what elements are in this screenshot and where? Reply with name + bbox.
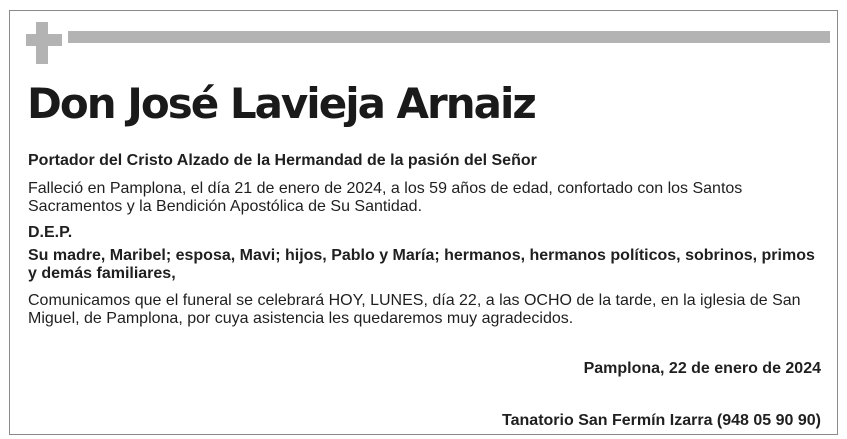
header-divider	[68, 31, 830, 43]
funeral-details: Comunicamos que el funeral se celebrará HOY, LUNES, día 22, a las OCHO de la tarde, en la iglesia de San Miguel, de Pamplona, por cuya asistencia les quedaremos muy agradecidos.	[28, 292, 801, 327]
cross-icon	[26, 22, 62, 64]
death-announcement: Falleció en Pamplona, el día 21 de enero de 2024, a los 59 años de edad, confortado con los Santos Sacramentos y la Bendición Apostólica de Su Santidad.	[28, 180, 743, 215]
rip-abbreviation: D.E.P.	[28, 224, 73, 241]
place-and-date: Pamplona, 22 de enero de 2024	[583, 360, 821, 377]
funeral-home-contact: Tanatorio San Fermín Izarra (948 05 90 90)	[502, 412, 821, 429]
deceased-role: Portador del Cristo Alzado de la Hermandad de la pasión del Señor	[28, 152, 537, 169]
deceased-name: Don José Lavieja Arnaiz	[27, 79, 535, 128]
family-members: Su madre, Maribel; esposa, Mavi; hijos, Pablo y María; hermanos, hermanos políticos, sobrinos, primos y demás familiares,	[28, 247, 815, 282]
